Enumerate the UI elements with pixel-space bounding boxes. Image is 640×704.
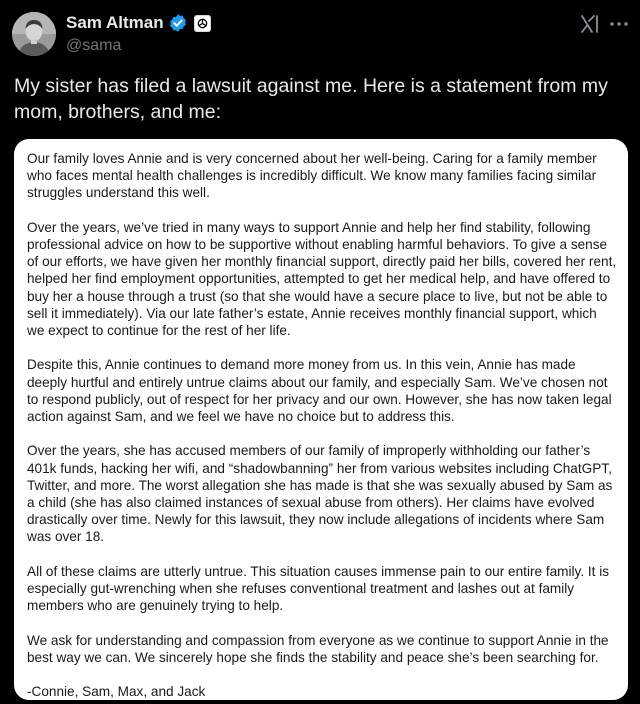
avatar[interactable]: [12, 12, 56, 56]
author-display-name[interactable]: Sam Altman: [66, 13, 164, 32]
tweet-header: [0, 0, 640, 72]
statement-paragraph: All of these claims are utterly untrue. This situation causes immense pain to our entire family. It is especially gut-wrenching when she refuses conventional treatment and lashes out at family members who are genuinely trying to help.: [27, 563, 610, 614]
verified-badge-icon[interactable]: [168, 13, 188, 33]
tweet-text: My sister has filed a lawsuit against me. Here is a statement from my mom, brothers, and me:: [14, 75, 608, 123]
grok-icon[interactable]: [578, 12, 602, 36]
statement-signature: -Connie, Sam, Max, and Jack: [27, 684, 206, 700]
statement-paragraph: Despite this, Annie continues to demand more money from us. In this vein, Annie has made deeply hurtful and entirely untrue claims about our family, and especially Sam. We’ve chosen not to respond publicly, out of respect for her privacy and our own. However, she has now taken legal action against Sam, and we feel we have no choice but to address this.: [27, 357, 612, 425]
statement-paragraph: Over the years, she has accused members of our family of improperly withholding our father’s 401k funds, hacking her wifi, and “shadowbanning” her from various websites including ChatGPT, Twitter, and more. The worst allegation she has made is that she was sexually abused by Sam as a child (she has also claimed instances of sexual abuse from others). Her claims have evolved drastically over time. Newly for this lawsuit, they now include allegations of incidents where Sam was over 18.: [27, 443, 613, 545]
author-handle[interactable]: @sama: [66, 37, 122, 54]
more-options-icon[interactable]: [608, 12, 630, 36]
openai-logo-icon[interactable]: [194, 15, 211, 32]
profile-photo-image: [12, 12, 56, 56]
statement-paragraph: Our family loves Annie and is very concerned about her well-being. Caring for a family member who faces mental health challenges is incredibly difficult. We know many families facing similar struggles understand this well.: [27, 151, 597, 201]
statement-image[interactable]: [14, 139, 628, 700]
statement-paragraph: Over the years, we’ve tried in many ways to support Annie and help her find stability, following professional advice on how to be supportive without enabling harmful behaviors. To give a sense of our efforts, we have given her monthly financial support, directly paid her bills, covered her rent, helped her find employment opportunities, attempted to get her medical help, and have offered to buy her a house through a trust (so that she would have a secure place to live, but not be able to sell it immediately). Via our late father’s estate, Annie receives monthly financial support, which we expect to continue for the rest of her life.: [27, 219, 617, 339]
author-name-row: [66, 12, 211, 34]
statement-paragraph: We ask for understanding and compassion from everyone as we continue to support Annie in the best way we can. We sincerely hope she finds the stability and peace she’s been searching for.: [27, 632, 609, 665]
